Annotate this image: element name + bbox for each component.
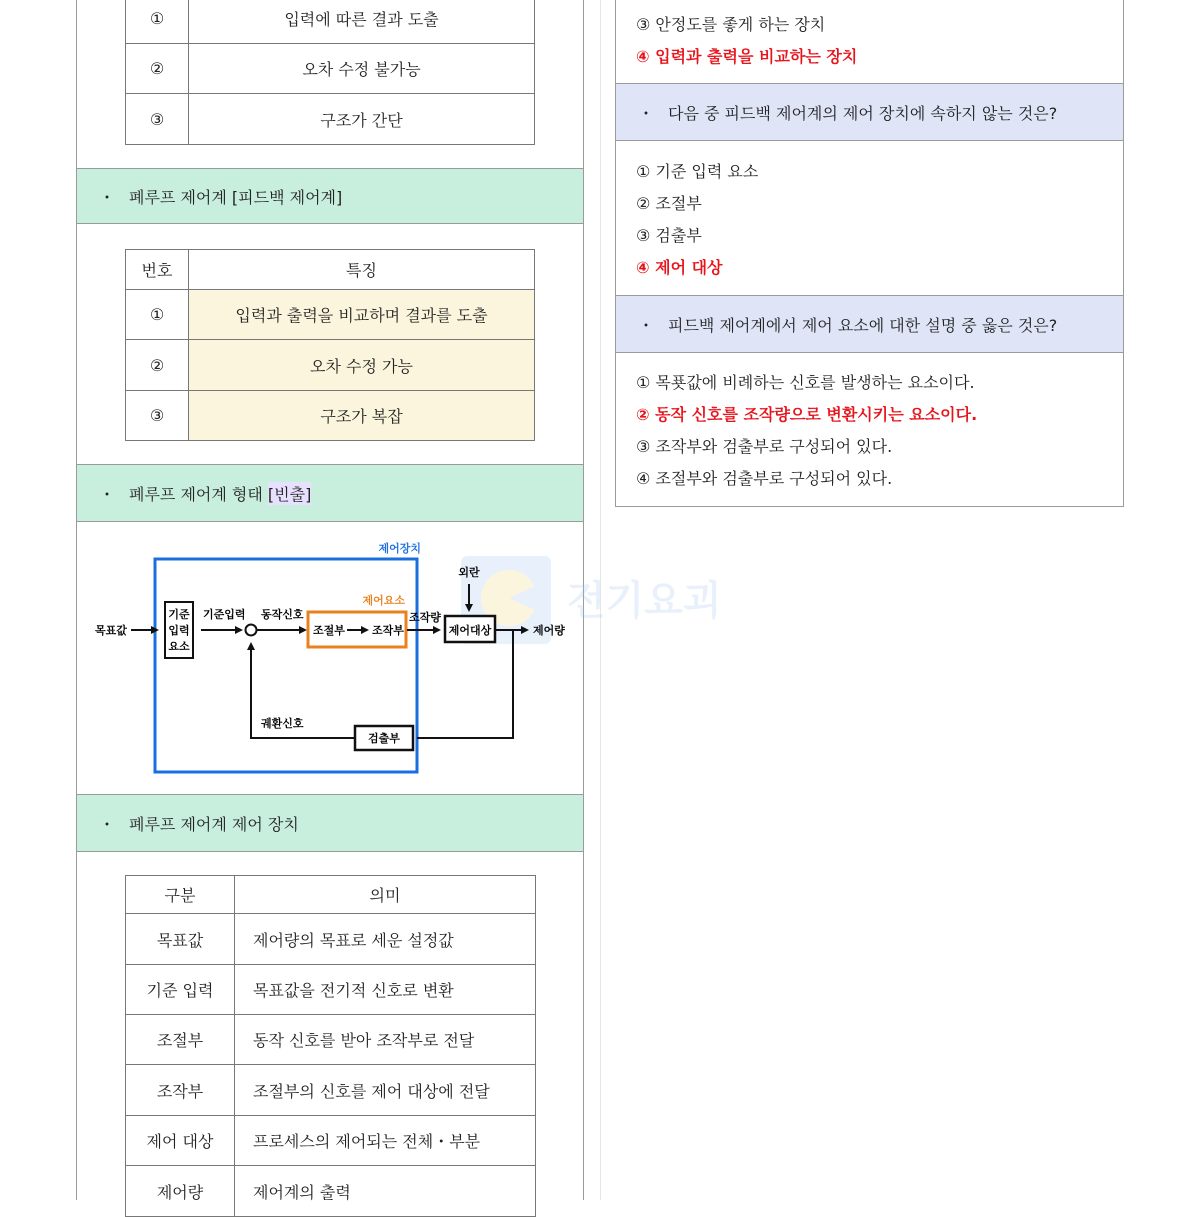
feedback-diagram [77, 522, 722, 794]
disturbance-label: 외란 [458, 566, 480, 579]
meaning-cell: 프로세스의 제어되는 전체・부분 [235, 1116, 536, 1166]
closed-loop-header [77, 168, 583, 224]
col-header-number: 번호 [126, 250, 189, 290]
term-cell: 제어량 [126, 1166, 235, 1217]
controller-label: 조절부 [313, 624, 345, 637]
closed-loop-table [125, 249, 535, 441]
ref-elem-line3: 요소 [168, 640, 190, 653]
target-value-label: 목표값 [95, 624, 127, 637]
row-number: ① [126, 290, 189, 340]
form-header [77, 464, 583, 522]
table-row [126, 1116, 536, 1166]
row-number: ② [126, 44, 189, 94]
section-title: 폐루프 제어계 [피드백 제어계] [129, 187, 343, 207]
term-cell: 조절부 [126, 1015, 235, 1065]
reference-input-label: 기준입력 [203, 608, 246, 621]
table-row [126, 1015, 536, 1065]
term-cell: 기준 입력 [126, 965, 235, 1015]
row-desc: 오차 수정 불가능 [189, 44, 535, 94]
bullet-icon: ・ [99, 484, 116, 504]
meaning-cell: 제어계의 출력 [235, 1166, 536, 1217]
control-device-label: 제어장치 [378, 542, 421, 555]
meaning-cell: 동작 신호를 받아 조작부로 전달 [235, 1015, 536, 1065]
table-header-row [126, 876, 536, 914]
actuating-signal-label: 동작신호 [261, 608, 304, 621]
row-desc: 입력에 따른 결과 도출 [189, 0, 535, 44]
ref-elem-line1: 기준 [168, 608, 190, 621]
question-text: 피드백 제어계에서 제어 요소에 대한 설명 중 옳은 것은? [668, 315, 1058, 335]
device-header [77, 794, 583, 852]
q1-option-3: ③ 안정도를 좋게 하는 장치 [636, 15, 826, 34]
term-cell: 제어 대상 [126, 1116, 235, 1166]
q2-option-3: ③ 검출부 [636, 226, 702, 245]
bullet-icon: ・ [638, 103, 655, 123]
row-number: ③ [126, 391, 189, 441]
table-row [126, 965, 536, 1015]
meaning-cell: 제어량의 목표로 세운 설정값 [235, 914, 536, 965]
detector-label: 검출부 [368, 732, 400, 745]
frequent-tag: [빈출] [268, 482, 311, 505]
table-row [126, 94, 535, 145]
summing-point [246, 625, 257, 636]
bullet-icon: ・ [638, 315, 655, 335]
q2-option-4-answer: ④ 제어 대상 [636, 258, 723, 277]
col-header-category: 구분 [126, 876, 235, 914]
device-table [125, 875, 536, 1217]
controlled-variable-label: 제어량 [533, 624, 565, 637]
table-row [126, 0, 535, 44]
q3-option-3: ③ 조작부와 검출부로 구성되어 있다. [636, 437, 893, 456]
meaning-cell: 목표값을 전기적 신호로 변환 [235, 965, 536, 1015]
bullet-icon: ・ [99, 814, 116, 834]
row-desc: 구조가 간단 [189, 94, 535, 145]
table-row [126, 1166, 536, 1217]
table-row [126, 340, 535, 391]
col-header-meaning: 의미 [235, 876, 536, 914]
feedback-signal-label: 궤환신호 [261, 717, 304, 730]
table-header-row [126, 250, 535, 290]
q1-option-4-answer: ④ 입력과 출력을 비교하는 장치 [636, 47, 858, 66]
table-row [126, 44, 535, 94]
term-cell: 목표값 [126, 914, 235, 965]
q2-option-2: ② 조절부 [636, 194, 702, 213]
row-number: ② [126, 340, 189, 391]
bullet-icon: ・ [99, 187, 116, 207]
table-row [126, 914, 536, 965]
row-desc: 구조가 복잡 [189, 391, 535, 441]
section-title: 폐루프 제어계 제어 장치 [129, 814, 299, 834]
open-loop-table [125, 0, 535, 145]
watermark-text: 전기요괴 [567, 578, 722, 624]
right-column-quiz [615, 0, 1124, 507]
control-element-label: 제어요소 [362, 594, 405, 607]
actuator-label: 조작부 [372, 624, 404, 637]
plant-label: 제어대상 [448, 624, 492, 637]
table-row [126, 391, 535, 441]
row-desc: 오차 수정 가능 [189, 340, 535, 391]
table-row [126, 290, 535, 340]
q2-option-1: ① 기준 입력 요소 [636, 162, 759, 181]
q3-option-1: ① 목푯값에 비례하는 신호를 발생하는 요소이다. [636, 373, 975, 392]
q2-question-header [616, 83, 1123, 141]
row-number: ① [126, 0, 189, 44]
ref-elem-line2: 입력 [168, 624, 190, 637]
row-number: ③ [126, 94, 189, 145]
meaning-cell: 조절부의 신호를 제어 대상에 전달 [235, 1065, 536, 1116]
manipulated-variable-label: 조작량 [409, 611, 441, 624]
section-title: 폐루프 제어계 형태 [129, 484, 268, 504]
row-desc: 입력과 출력을 비교하며 결과를 도출 [189, 290, 535, 340]
q3-option-2-answer: ② 동작 신호를 조작량으로 변환시키는 요소이다. [636, 405, 978, 424]
table-row [126, 1065, 536, 1116]
q3-question-header [616, 295, 1123, 353]
col-header-feature: 특징 [189, 250, 535, 290]
q3-option-4: ④ 조절부와 검출부로 구성되어 있다. [636, 469, 893, 488]
term-cell: 조작부 [126, 1065, 235, 1116]
question-text: 다음 중 피드백 제어계의 제어 장치에 속하지 않는 것은? [668, 103, 1058, 123]
